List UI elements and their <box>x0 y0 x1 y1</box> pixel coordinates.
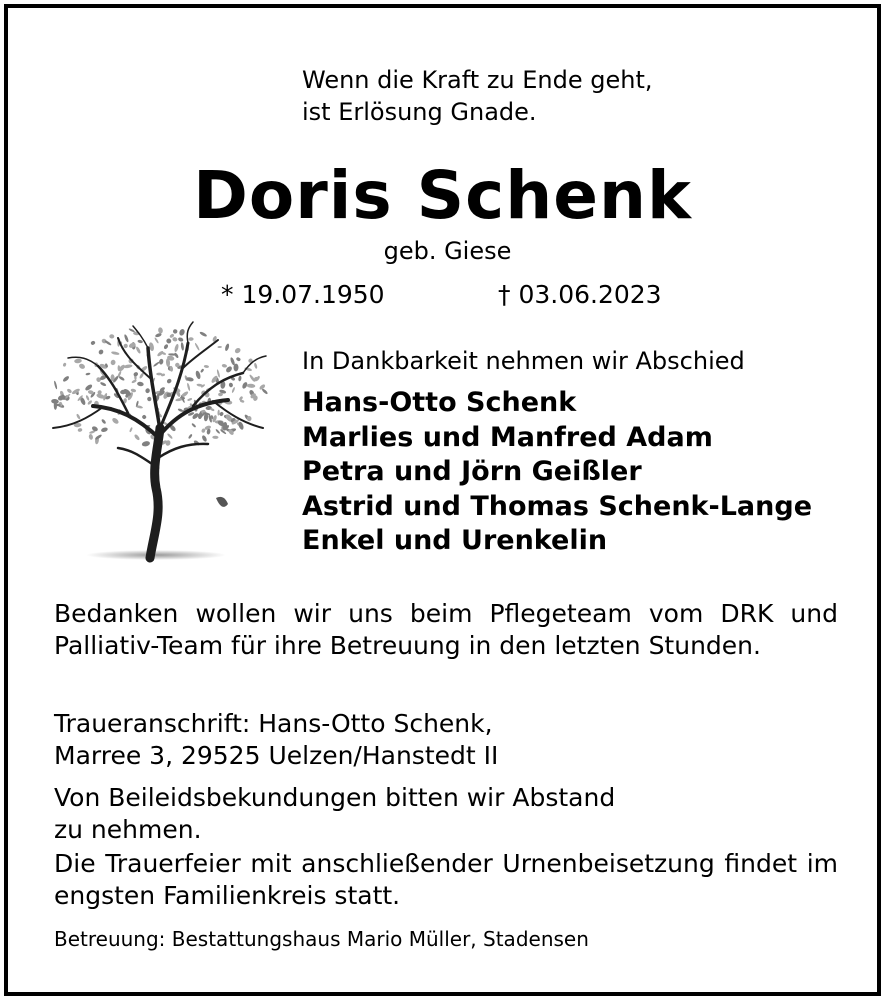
mourner: Astrid und Thomas Schenk-Lange <box>302 490 813 522</box>
mourner: Marlies und Manfred Adam <box>302 421 713 453</box>
mourning-address <box>54 708 838 772</box>
address-line-1: Traueranschrift: Hans-Otto Schenk, <box>54 709 493 738</box>
farewell-intro: In Dankbarkeit nehmen wir Abschied <box>302 347 745 375</box>
ceremony-note: Die Trauerfeier mit anschließender Urnenbeisetzung findet im engsten Familienkreis statt. <box>54 849 838 910</box>
mourner: Hans-Otto Schenk <box>302 387 577 418</box>
address-line-2: Marree 3, 29525 Uelzen/Hanstedt II <box>54 741 499 770</box>
thanks-paragraph: Bedanken wollen wir uns beim Pflegeteam vom DRK und Palliativ-Team für ihre Betreuung in den letzten Stunden. <box>54 599 838 660</box>
condolence-line-1: Von Beileidsbekundungen bitten wir Abstand <box>54 783 616 812</box>
mourners-list <box>302 386 812 559</box>
condolence-note <box>54 782 838 846</box>
mourner: Petra und Jörn Geißler <box>302 456 642 487</box>
mourner: Enkel und Urenkelin <box>302 525 608 556</box>
obituary-frame <box>4 4 881 996</box>
verse-line-2: ist Erlösung Gnade. <box>302 98 537 126</box>
deceased-name: Doris Schenk <box>193 157 692 234</box>
tree-icon <box>38 318 278 568</box>
birth-date: * 19.07.1950 <box>221 280 385 309</box>
maiden-name: geb. Giese <box>383 237 512 265</box>
death-date: † 03.06.2023 <box>498 280 662 309</box>
undertaker-note: Betreuung: Bestattungshaus Mario Müller, Stadensen <box>54 927 589 951</box>
condolence-line-2: zu nehmen. <box>54 815 202 844</box>
verse-line-1: Wenn die Kraft zu Ende geht, <box>302 66 653 94</box>
verse <box>302 64 653 128</box>
